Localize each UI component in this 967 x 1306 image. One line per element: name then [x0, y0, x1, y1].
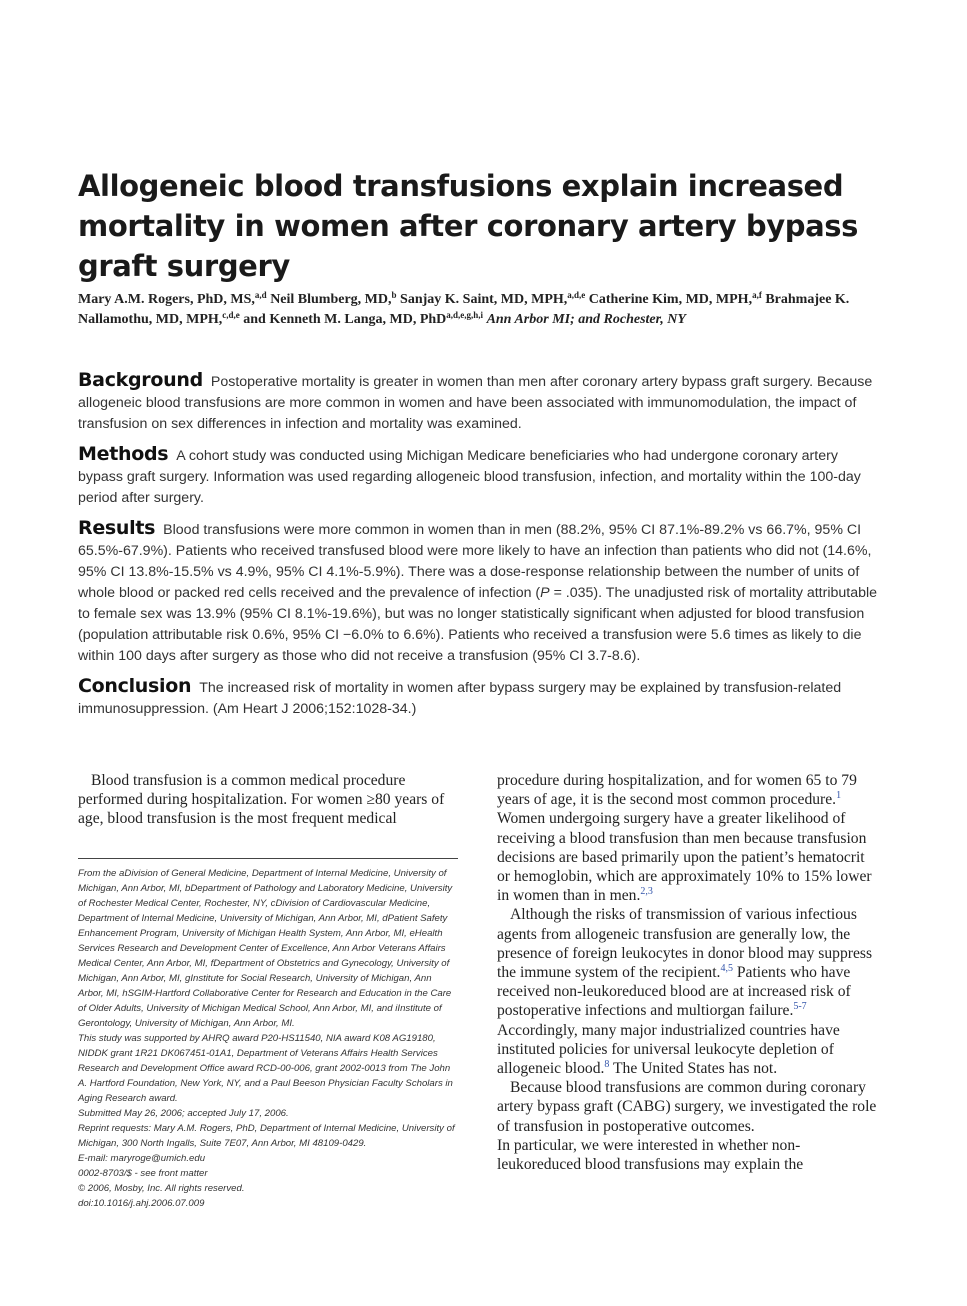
footnote-submitted: Submitted May 26, 2006; accepted July 17, 2006. [78, 1108, 289, 1119]
reference-link[interactable]: 8 [604, 1059, 610, 1071]
abstract-text: The increased risk of mortality in women after bypass surgery may be explained by transfusion-related immunosuppression. (Am Heart J 2006;152:1028-34.) [78, 680, 842, 717]
footnote-doi[interactable]: doi:10.1016/j.ahj.2006.07.009 [78, 1198, 205, 1209]
abstract-text: Postoperative mortality is greater in women than men after coronary artery bypass graft surgery. Because allogeneic blood transfusions are more common in women and have been associated with immunomodulation, the impact of transfusion on sex differences in infection and mortality was examined. [78, 374, 873, 432]
reference-link[interactable]: 5-7 [793, 1001, 807, 1013]
article-title: Allogeneic blood transfusions explain increased mortality in women after coronary artery bypass graft surgery [78, 169, 859, 283]
author-affiliation: a,f [752, 290, 762, 300]
body-paragraph [497, 905, 877, 1078]
author-name: and Kenneth M. Langa, MD, PhD [243, 312, 447, 327]
body-paragraph: Blood transfusion is a common medical procedure performed during hospitalization. For women ≥80 years of age, blood transfusion is the most frequent medical [78, 772, 445, 828]
abstract-text: Blood transfusions were more common in women than in men (88.2%, 95% CI 87.1%-89.2% vs 66.7%, 95% CI 65.5%-67.9%). Patients who received transfused blood were more likely to have an infection than patients who did not (14.6%, 95% CI 13.8%-15.5% vs 4.9%, 95% CI 4.1%-5.9%). There was a dose-response relationship between the number of units of whole blood or packed red cells received and the prevalence of infection ( [78, 522, 872, 601]
author-name: Sanjay K. Saint, MD, MPH, [400, 292, 568, 307]
body-paragraph: Because blood transfusions are common during coronary artery bypass graft (CABG) surgery, we investigated the role of transfusion in postoperative outcomes. [497, 1079, 877, 1135]
author-affiliation: a,d,e,g,h,i [446, 310, 484, 320]
reference-link[interactable]: 1 [836, 790, 842, 802]
footnote-divider [78, 858, 458, 859]
body-text: The United States has not. [609, 1060, 778, 1078]
author-name: Brahmajee K. Nallamothu, MD, MPH, [78, 292, 850, 327]
footnote-affiliations: From the aDivision of General Medicine, Department of Internal Medicine, University of Michigan, Ann Arbor, MI, bDepartment of Pathology and Laboratory Medicine, University of Rochester Medical Center, Rochester, NY, cDivision of Cardiovascular Medicine, Department of Internal Medicine, University of Michigan, Ann Arbor, MI, dPatient Safety Enhancement Program, University of Michigan Health System, Ann Arbor, MI, eHealth Services Research and Development Center of Excellence, Ann Arbor Veterans Affairs Medical Center, Ann Arbor, MI, fDepartment of Obstetrics and Gynecology, University of Michigan, Ann Arbor, MI, gInstitute for Social Research, University of Michigan, Ann Arbor, MI, hSGIM-Hartford Collaborative Center for Research and Education in the Care of Older Adults, University of Michigan Medical School, Ann Arbor, MI, and iInstitute of Gerontology, University of Michigan, Ann Arbor, MI. [78, 868, 453, 1029]
footnotes [78, 866, 458, 1211]
author-affiliation: b [391, 290, 397, 300]
p-value-symbol: P [540, 585, 550, 601]
body-text: procedure during hospitalization, and for women 65 to 79 years of age, it is the second most common procedure. [497, 772, 857, 809]
author-location: Ann Arbor MI; and Rochester, NY [486, 312, 686, 327]
author-list [78, 290, 888, 330]
body-paragraph: In particular, we were interested in whether non-leukoreduced blood transfusions may explain the [497, 1136, 804, 1174]
reference-link[interactable]: 2,3 [640, 886, 653, 898]
abstract [78, 370, 878, 729]
author-name: Neil Blumberg, MD, [270, 292, 392, 307]
body-text: Accordingly, many major industrialized countries have instituted policies for universal leukocyte depletion of allogeneic blood. [497, 1021, 840, 1078]
abstract-heading: Background [78, 369, 203, 391]
abstract-heading: Methods [78, 443, 169, 465]
body-column-right [497, 771, 877, 1174]
author-affiliation: a,d [254, 290, 267, 300]
author-name: Mary A.M. Rogers, PhD, MS, [78, 292, 255, 307]
abstract-text: A cohort study was conducted using Michigan Medicare beneficiaries who had undergone coronary artery bypass graft surgery. Information was used regarding allogeneic blood transfusion, infection, and mortality within the 100-day period after surgery. [78, 448, 861, 506]
abstract-background [78, 370, 878, 435]
reference-link[interactable]: 4,5 [720, 963, 733, 975]
body-text: Patients who have received non-leukoreduced blood are at increased risk of postoperative infections and multiorgan failure. [497, 964, 851, 1020]
body-text: Women undergoing surgery have a greater likelihood of receiving a blood transfusion than men because transfusion decisions are based primarily upon the patient’s hematocrit or hemoglobin, which are approximately 10% to 15% lower in women than in men. [497, 810, 872, 905]
footnote-copyright: © 2006, Mosby, Inc. All rights reserved. [78, 1183, 245, 1194]
body-paragraph [497, 771, 877, 905]
footnote-issn: 0002-8703/$ - see front matter [78, 1168, 208, 1179]
footnote-email[interactable]: E-mail: maryroge@umich.edu [78, 1153, 206, 1164]
abstract-results [78, 518, 878, 667]
body-text: Although the risks of transmission of various infectious agents from allogeneic transfusion are generally low, the presence of foreign leukocytes in donor blood may suppress the immune system of the recipient. [497, 906, 873, 982]
abstract-methods [78, 444, 878, 509]
abstract-conclusion [78, 676, 878, 720]
author-name: Catherine Kim, MD, MPH, [588, 292, 753, 307]
author-affiliation: c,d,e [222, 310, 240, 320]
footnote-reprint: Reprint requests: Mary A.M. Rogers, PhD, Department of Internal Medicine, University of Michigan, 300 North Ingalls, Suite 7E07, Ann Arbor, MI 48109-0429. [78, 1123, 455, 1149]
abstract-text: = .035). The unadjusted risk of mortality attributable to female sex was 13.9% (95% CI 8.1%-19.6%), but was no longer statistically significant when adjusted for blood transfusion (population attributable risk 0.6%, 95% CI −6.0% to 6.6%). Patients who received a transfusion were 5.6 times as likely to die within 100 days after surgery as those who did not receive a transfusion (95% CI 3.7-8.6). [78, 585, 878, 664]
author-affiliation: a,d,e [567, 290, 586, 300]
abstract-heading: Conclusion [78, 675, 192, 697]
footnote-support: This study was supported by AHRQ award P20-HS11540, NIA award K08 AG19180, NIDDK grant 1R21 DK067451-01A1, Department of Veterans Affairs Health Services Research and Development Office award RCD-00-006, grant 2002-0013 from The John A. Hartford Foundation, New York, NY, and a Paul Beeson Physician Faculty Scholars in Aging Research award. [78, 1033, 453, 1104]
body-column-left [78, 771, 461, 829]
abstract-heading: Results [78, 517, 156, 539]
